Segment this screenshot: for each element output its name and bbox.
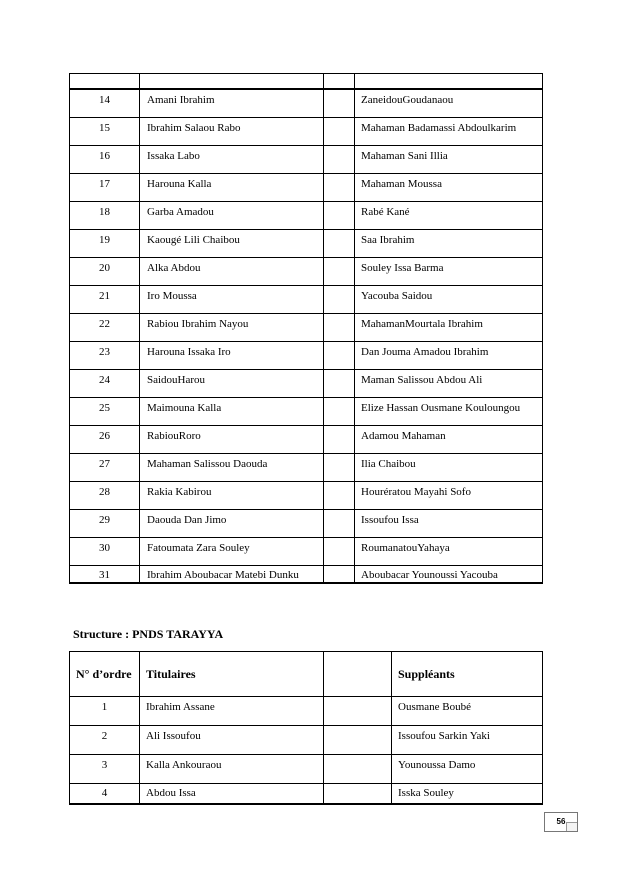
table-row bbox=[70, 313, 543, 341]
table-header-blank-row bbox=[70, 74, 543, 90]
suppleant-name: Mahaman Moussa bbox=[355, 173, 543, 201]
titulaire-name: Ibrahim Aboubacar Matebi Dunku bbox=[140, 565, 324, 583]
titulaire-name: Fatoumata Zara Souley bbox=[140, 537, 324, 565]
row-number: 31 bbox=[70, 565, 140, 583]
titulaire-name: Iro Moussa bbox=[140, 285, 324, 313]
titulaire-name: RabiouRoro bbox=[140, 425, 324, 453]
suppleant-name: Yacouba Saidou bbox=[355, 285, 543, 313]
suppleant-name: ZaneidouGoudanaou bbox=[355, 89, 543, 117]
table-row bbox=[70, 173, 543, 201]
titulaire-name: Rabiou Ibrahim Nayou bbox=[140, 313, 324, 341]
titulaire-name: Mahaman Salissou Daouda bbox=[140, 453, 324, 481]
table-row bbox=[70, 341, 543, 369]
suppleant-name: Maman Salissou Abdou Ali bbox=[355, 369, 543, 397]
table-header-row bbox=[70, 652, 543, 697]
row-number: 1 bbox=[70, 697, 140, 726]
table-row bbox=[70, 481, 543, 509]
row-number: 26 bbox=[70, 425, 140, 453]
table-row bbox=[70, 425, 543, 453]
row-number: 16 bbox=[70, 145, 140, 173]
row-number: 2 bbox=[70, 726, 140, 755]
suppleant-name: RoumanatouYahaya bbox=[355, 537, 543, 565]
titulaire-name: Abdou Issa bbox=[140, 784, 324, 804]
row-number: 18 bbox=[70, 201, 140, 229]
row-number: 23 bbox=[70, 341, 140, 369]
table-row bbox=[70, 509, 543, 537]
row-number: 21 bbox=[70, 285, 140, 313]
suppleant-name: Isska Souley bbox=[392, 784, 543, 804]
titulaire-name: Issaka Labo bbox=[140, 145, 324, 173]
titulaire-name: SaidouHarou bbox=[140, 369, 324, 397]
page-fold-icon bbox=[566, 822, 577, 831]
titulaire-name: Daouda Dan Jimo bbox=[140, 509, 324, 537]
pnds-tarayya-table bbox=[69, 651, 543, 805]
suppleant-name: Mahaman Sani Illia bbox=[355, 145, 543, 173]
page-number: 56 bbox=[544, 812, 578, 832]
suppleant-name: Elize Hassan Ousmane Kouloungou bbox=[355, 397, 543, 425]
row-number: 3 bbox=[70, 755, 140, 784]
members-table-continued bbox=[69, 73, 543, 584]
table-row bbox=[70, 369, 543, 397]
suppleant-name: Younoussa Damo bbox=[392, 755, 543, 784]
titulaire-name: Kaougé Lili Chaibou bbox=[140, 229, 324, 257]
header-num-ordre: N° d’ordre bbox=[70, 652, 140, 697]
row-number: 24 bbox=[70, 369, 140, 397]
table-row bbox=[70, 726, 543, 755]
row-number: 30 bbox=[70, 537, 140, 565]
titulaire-name: Kalla Ankouraou bbox=[140, 755, 324, 784]
row-number: 19 bbox=[70, 229, 140, 257]
table-row bbox=[70, 565, 543, 583]
table-row bbox=[70, 397, 543, 425]
suppleant-name: Ilia Chaibou bbox=[355, 453, 543, 481]
suppleant-name: MahamanMourtala Ibrahim bbox=[355, 313, 543, 341]
row-number: 17 bbox=[70, 173, 140, 201]
table-row bbox=[70, 145, 543, 173]
suppleant-name: Mahaman Badamassi Abdoulkarim bbox=[355, 117, 543, 145]
row-number: 14 bbox=[70, 89, 140, 117]
row-number: 15 bbox=[70, 117, 140, 145]
table-row bbox=[70, 697, 543, 726]
table-row bbox=[70, 117, 543, 145]
row-number: 28 bbox=[70, 481, 140, 509]
titulaire-name: Maimouna Kalla bbox=[140, 397, 324, 425]
table-row bbox=[70, 537, 543, 565]
suppleant-name: Issoufou Sarkin Yaki bbox=[392, 726, 543, 755]
row-number: 27 bbox=[70, 453, 140, 481]
header-titulaires: Titulaires bbox=[140, 652, 324, 697]
table-row bbox=[70, 257, 543, 285]
titulaire-name: Alka Abdou bbox=[140, 257, 324, 285]
table-row bbox=[70, 229, 543, 257]
suppleant-name: Souley Issa Barma bbox=[355, 257, 543, 285]
header-suppleants: Suppléants bbox=[392, 652, 543, 697]
suppleant-name: Saa Ibrahim bbox=[355, 229, 543, 257]
suppleant-name: Hourératou Mayahi Sofo bbox=[355, 481, 543, 509]
row-number: 22 bbox=[70, 313, 140, 341]
titulaire-name: Ibrahim Salaou Rabo bbox=[140, 117, 324, 145]
suppleant-name: Dan Jouma Amadou Ibrahim bbox=[355, 341, 543, 369]
structure-heading: Structure : PNDS TARAYYA bbox=[73, 627, 224, 641]
table-row bbox=[70, 89, 543, 117]
suppleant-name: Ousmane Boubé bbox=[392, 697, 543, 726]
table-row bbox=[70, 285, 543, 313]
table-row bbox=[70, 784, 543, 804]
table-row bbox=[70, 755, 543, 784]
titulaire-name: Harouna Kalla bbox=[140, 173, 324, 201]
row-number: 29 bbox=[70, 509, 140, 537]
titulaire-name: Rakia Kabirou bbox=[140, 481, 324, 509]
titulaire-name: Ali Issoufou bbox=[140, 726, 324, 755]
table-row bbox=[70, 201, 543, 229]
row-number: 25 bbox=[70, 397, 140, 425]
titulaire-name: Harouna Issaka Iro bbox=[140, 341, 324, 369]
row-number: 4 bbox=[70, 784, 140, 804]
titulaire-name: Garba Amadou bbox=[140, 201, 324, 229]
suppleant-name: Issoufou Issa bbox=[355, 509, 543, 537]
titulaire-name: Amani Ibrahim bbox=[140, 89, 324, 117]
row-number: 20 bbox=[70, 257, 140, 285]
titulaire-name: Ibrahim Assane bbox=[140, 697, 324, 726]
suppleant-name: Adamou Mahaman bbox=[355, 425, 543, 453]
table-row bbox=[70, 453, 543, 481]
suppleant-name: Rabé Kané bbox=[355, 201, 543, 229]
suppleant-name: Aboubacar Younoussi Yacouba bbox=[355, 565, 543, 583]
